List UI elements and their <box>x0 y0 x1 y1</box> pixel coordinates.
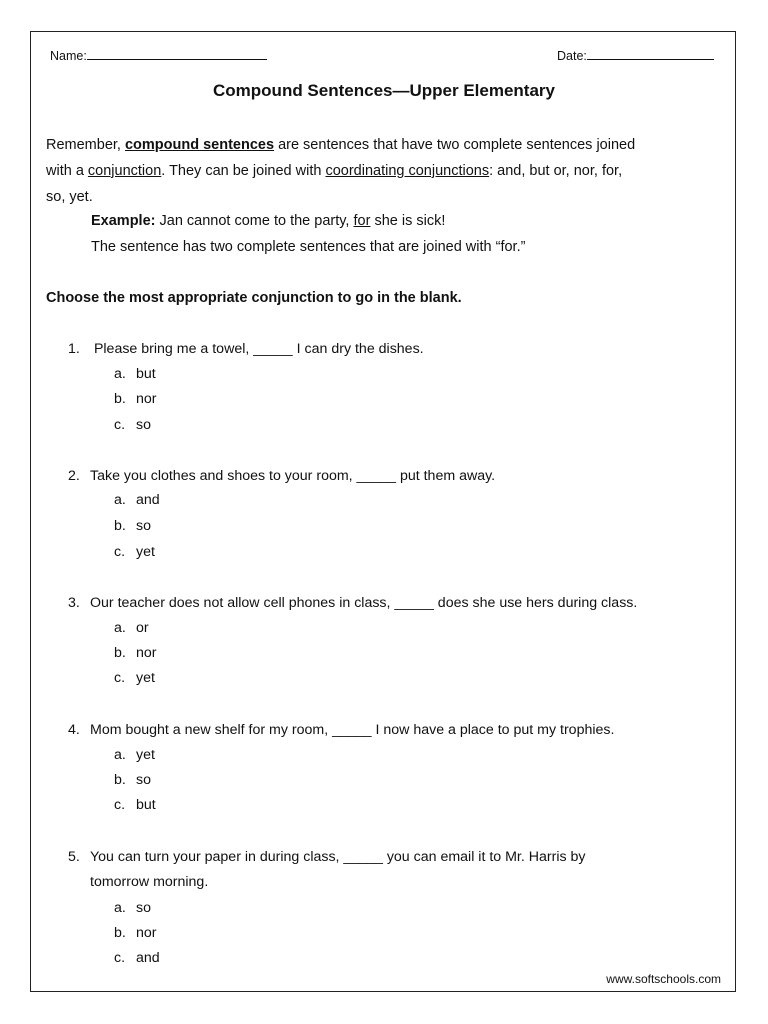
question-number: 5. <box>68 849 80 865</box>
footer-url[interactable]: www.softschools.com <box>606 972 721 986</box>
option-letter: a. <box>114 747 126 763</box>
option-text: yet <box>136 747 155 763</box>
option-4b[interactable] <box>114 772 151 788</box>
question-text-continued: tomorrow morning. <box>90 874 209 891</box>
date-label: Date: <box>557 49 587 63</box>
option-2b[interactable] <box>114 518 151 534</box>
question-number: 3. <box>68 595 80 611</box>
intro-text: : and, but or, nor, for, <box>489 163 623 179</box>
date-blank[interactable] <box>587 47 714 60</box>
name-field[interactable] <box>50 47 267 63</box>
option-5b[interactable] <box>114 925 157 941</box>
option-letter: b. <box>114 925 126 941</box>
option-text: but <box>136 366 156 382</box>
option-text: or <box>136 620 149 636</box>
option-1b[interactable] <box>114 391 157 407</box>
option-text: yet <box>136 670 155 686</box>
option-letter: a. <box>114 900 126 916</box>
question-text: Take you clothes and shoes to your room, _____ put them away. <box>90 468 496 484</box>
question-1 <box>68 337 424 362</box>
option-2a[interactable] <box>114 492 160 508</box>
example-text: Jan cannot come to the party, <box>155 213 354 229</box>
option-letter: b. <box>114 645 126 661</box>
example-line <box>91 209 445 234</box>
intro-text: are sentences that have two complete sentences joined <box>274 137 636 153</box>
question-text: Our teacher does not allow cell phones in class, _____ does she use hers during class. <box>90 595 638 611</box>
question-number: 4. <box>68 722 80 738</box>
term-compound-sentences: compound sentences <box>124 137 275 153</box>
instructions: Choose the most appropriate conjunction to go in the blank. <box>46 290 462 306</box>
name-blank[interactable] <box>87 47 267 60</box>
option-letter: c. <box>114 417 126 433</box>
option-3b[interactable] <box>114 645 157 661</box>
option-text: nor <box>136 391 157 407</box>
option-text: nor <box>136 925 157 941</box>
option-letter: a. <box>114 492 126 508</box>
example-text: she is sick! <box>370 213 446 229</box>
option-3a[interactable] <box>114 620 149 636</box>
option-letter: c. <box>114 950 126 966</box>
option-letter: a. <box>114 366 126 382</box>
option-text: yet <box>136 544 155 560</box>
question-text: Please bring me a towel, _____ I can dry the dishes. <box>90 341 424 357</box>
option-text: and <box>136 950 160 966</box>
question-4 <box>68 718 614 743</box>
question-text: Mom bought a new shelf for my room, _____ I now have a place to put my trophies. <box>90 722 615 738</box>
question-2 <box>68 464 495 489</box>
option-text: but <box>136 797 156 813</box>
option-letter: a. <box>114 620 126 636</box>
intro-line-2 <box>46 159 622 184</box>
option-text: so <box>136 417 151 433</box>
question-5 <box>68 845 586 896</box>
option-letter: c. <box>114 670 126 686</box>
option-3c[interactable] <box>114 670 155 686</box>
option-letter: c. <box>114 797 126 813</box>
intro-text: with a <box>46 163 88 179</box>
option-text: so <box>136 518 151 534</box>
option-letter: b. <box>114 518 126 534</box>
question-number: 2. <box>68 468 80 484</box>
option-text: and <box>136 492 160 508</box>
worksheet-page <box>30 31 736 992</box>
option-letter: b. <box>114 391 126 407</box>
example-conjunction: for <box>353 213 371 229</box>
option-text: nor <box>136 645 157 661</box>
intro-text: Remember, <box>46 137 125 153</box>
option-5a[interactable] <box>114 900 151 916</box>
explanation-line: The sentence has two complete sentences that are joined with “for.” <box>91 239 526 255</box>
option-4c[interactable] <box>114 797 156 813</box>
option-4a[interactable] <box>114 747 155 763</box>
option-text: so <box>136 900 151 916</box>
question-3 <box>68 591 637 616</box>
date-field[interactable] <box>557 47 714 63</box>
intro-line-1 <box>46 133 635 158</box>
option-5c[interactable] <box>114 950 160 966</box>
term-conjunction: conjunction <box>87 163 162 179</box>
option-letter: c. <box>114 544 126 560</box>
intro-text: . They can be joined with <box>161 163 326 179</box>
example-label: Example: <box>91 213 156 229</box>
option-1a[interactable] <box>114 366 156 382</box>
name-label: Name: <box>50 49 87 63</box>
page-title: Compound Sentences—Upper Elementary <box>213 81 555 100</box>
option-1c[interactable] <box>114 417 151 433</box>
term-coordinating-conjunctions: coordinating conjunctions <box>325 163 490 179</box>
intro-line-3: so, yet. <box>46 189 93 205</box>
option-letter: b. <box>114 772 126 788</box>
question-number: 1. <box>68 341 80 357</box>
option-2c[interactable] <box>114 544 155 560</box>
option-text: so <box>136 772 151 788</box>
question-text: You can turn your paper in during class, _____ you can email it to Mr. Harris by <box>90 849 586 865</box>
